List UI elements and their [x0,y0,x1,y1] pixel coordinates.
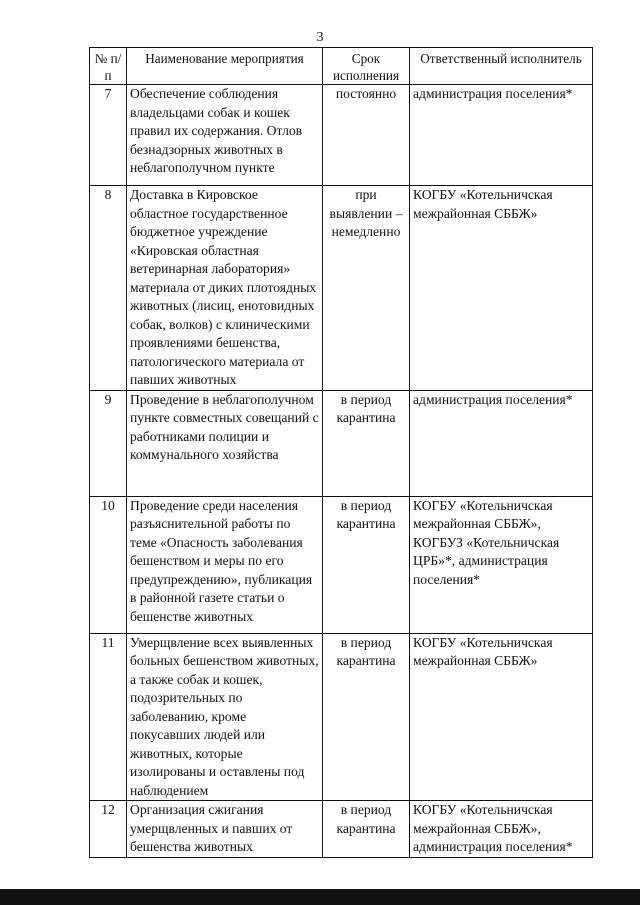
row-number: 12 [90,801,127,858]
measure-title: Проведение среди населения разъяснительной работы по теме «Опасность заболевания бешенством и меры по его предупреждению», публикация в районной газете статьи о бешенстве животных [127,496,323,633]
measure-responsible: КОГБУ «Котельничская межрайонная СББЖ», администрация поселения* [410,801,593,858]
table-row [90,390,593,496]
header-term: Срок исполнения [323,48,410,85]
measure-term: при выявлении – немедленно [323,186,410,391]
header-title: Наименование мероприятия [127,48,323,85]
table-row [90,496,593,633]
measure-responsible: администрация поселения* [410,390,593,496]
row-number: 7 [90,85,127,186]
table-row [90,633,593,801]
measure-term: в период карантина [323,390,410,496]
table-header-row [90,48,593,85]
measure-responsible: администрация поселения* [410,85,593,186]
measure-responsible: КОГБУ «Котельничская межрайонная СББЖ» [410,186,593,391]
measure-responsible: КОГБУ «Котельничская межрайонная СББЖ», КОГБУЗ «Котельничская ЦРБ»*, администрация поселения* [410,496,593,633]
table-row [90,85,593,186]
page-number: 3 [316,30,324,45]
table-row [90,801,593,858]
measures-table [89,47,593,858]
measure-title: Умерщвление всех выявленных больных бешенством животных, а также собак и кошек, подозрительных по заболеванию, кроме покусавших людей или животных, которые изолированы и оставлены под наблюдением [127,633,323,801]
header-responsible: Ответственный исполнитель [410,48,593,85]
scan-bottom-edge [0,889,640,905]
measure-term: в период карантина [323,633,410,801]
table-row [90,186,593,391]
row-number: 9 [90,390,127,496]
measure-title: Доставка в Кировское областное государственное бюджетное учреждение «Кировская областная ветеринарная лаборатория» материала от диких плотоядных животных (лисиц, енотовидных собак, волков) с клиническими проявлениями бешенства, патологического материала от павших животных [127,186,323,391]
row-number: 8 [90,186,127,391]
row-number: 11 [90,633,127,801]
row-number: 10 [90,496,127,633]
measure-term: постоянно [323,85,410,186]
header-number: № п/п [90,48,127,85]
measure-responsible: КОГБУ «Котельничская межрайонная СББЖ» [410,633,593,801]
measure-term: в период карантина [323,801,410,858]
measure-title: Проведение в неблагополучном пункте совместных совещаний с работниками полиции и коммунального хозяйства [127,390,323,496]
measure-title: Организация сжигания умерщвленных и павших от бешенства животных [127,801,323,858]
measure-title: Обеспечение соблюдения владельцами собак и кошек правил их содержания. Отлов безнадзорных животных в неблагополучном пункте [127,85,323,186]
measure-term: в период карантина [323,496,410,633]
